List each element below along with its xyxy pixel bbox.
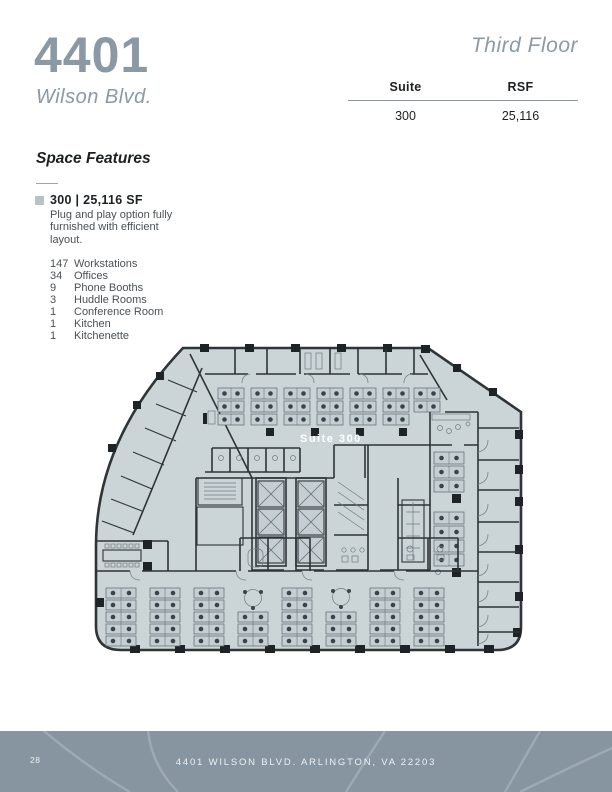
col-header-suite: Suite [389,80,422,94]
suite-heading: 300 | 25,116 SF [50,193,143,207]
col-header-rsf: RSF [507,80,534,94]
suite-300-label: Suite 300 [300,433,362,445]
suite-description: Plug and play option fully furnished with efficient layout. [50,209,173,246]
space-features-title: Space Features [36,150,151,167]
item-count: 34 [50,270,63,282]
item-count: 1 [50,306,57,318]
item-count: 1 [50,330,57,342]
building-street: Wilson Blvd. [36,86,152,108]
item-count: 1 [50,318,57,330]
item-label: Kitchen [74,318,111,330]
item-count: 9 [50,282,57,294]
item-label: Conference Room [74,306,164,318]
item-label: Kitchenette [74,330,130,342]
footer-address: 4401 WILSON BLVD. ARLINGTON, VA 22203 [175,757,437,768]
right-workstations [434,452,464,577]
item-count: 147 [50,258,69,270]
page-number: 28 [30,755,41,765]
item-label: Phone Booths [74,282,144,294]
suite-value: 300 [395,109,416,123]
item-count: 3 [50,294,57,306]
building-number: 4401 [34,27,150,83]
page-footer [0,731,612,792]
item-label: Workstations [74,258,138,270]
floor-title: Third Floor [470,34,578,57]
item-label: Huddle Rooms [74,294,147,306]
rsf-value: 25,116 [501,109,540,123]
item-label: Offices [74,270,109,282]
